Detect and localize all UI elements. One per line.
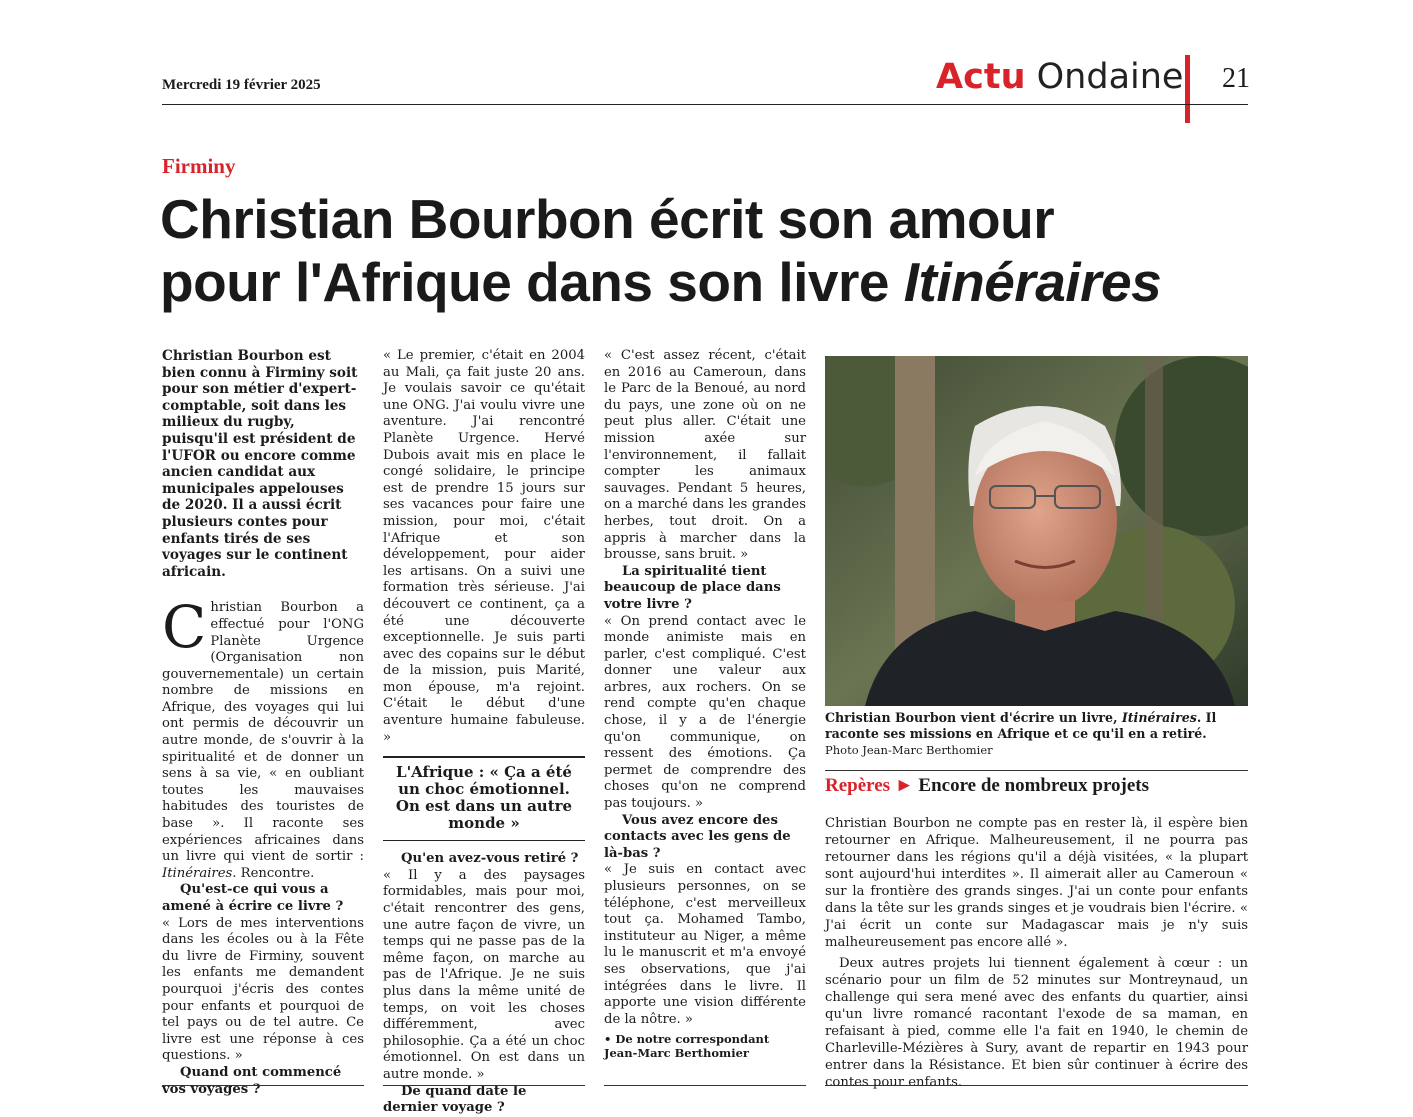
reperes-bottom-rule bbox=[825, 1085, 1248, 1086]
answer-1: « Lors de mes interventions dans les écoles ou à la Fête du livre de Firminy, souvent les enfants me demandent pourquoi j'écris des contes pour enfants et pourquoi de tel pays ou de tel autre. Ce livre est une réponse à ces questions. » bbox=[162, 915, 364, 1064]
article-column-2 bbox=[383, 348, 585, 1117]
reperes-arrow-icon: ► bbox=[894, 775, 914, 796]
question-1: Qu'est-ce qui vous a amené à écrire ce livre ? bbox=[162, 882, 344, 914]
photo-credit: Photo Jean-Marc Berthomier bbox=[825, 743, 993, 757]
headline-book-title: Itinéraires bbox=[903, 251, 1162, 313]
reperes-paragraph-2: Deux autres projets lui tiennent également à cœur : un scénario pour un film de 52 minutes sur Montreynaud, un challenge qui sera mené avec des enfants du quartier, ainsi qu'un livre romancé racontant l'exode de sa maman, en refaisant à pied, comme elle l'a fait en 1940, le chemin de Charleville-Mézières à Sury, avant de repartir en 1943 pour entrer dans la Résistance. Et bien sûr continuer à écrire des contes pour enfants. bbox=[825, 956, 1248, 1090]
question-6: Vous avez encore des contacts avec les gens de là-bas ? bbox=[604, 812, 791, 861]
caption-rest: . Il raconte ses missions en Afrique et ce qu'il en a retiré. bbox=[825, 710, 1217, 741]
reperes-label: Repères bbox=[825, 775, 891, 796]
answer-4: « C'est assez récent, c'était en 2016 au Cameroun, dans le Parc de la Benoué, au nord du pays, une zone où on ne peut plus aller. C'était une mission axée sur l'environnement, il fallait compter les animaux sauvages. Pendant 5 heures, on a marché dans les grandes herbes, tout droit. On a appris à marcher dans la brousse, sans bruit. » bbox=[604, 348, 806, 563]
rubric-ondaine: Ondaine bbox=[1036, 57, 1184, 97]
question-4: De quand date le dernier voyage ? bbox=[383, 1083, 527, 1116]
intro-end: . Rencontre. bbox=[232, 865, 315, 881]
headline-line-2 bbox=[160, 251, 1260, 314]
portrait-photo bbox=[825, 356, 1248, 706]
reperes-body bbox=[825, 815, 1248, 1091]
caption-prefix: Christian Bourbon vient d'écrire un livre, bbox=[825, 710, 1122, 725]
rubric-actu: Actu bbox=[936, 57, 1026, 97]
section-rubric bbox=[936, 57, 1183, 97]
question-2: Quand ont commencé vos voyages ? bbox=[162, 1064, 342, 1097]
rubric-divider bbox=[1185, 55, 1190, 123]
answer-5: « On prend contact avec le monde animiste mais en parler, c'est compliqué. C'est donner une valeur aux arbres, aux rochers. On se rend compte qu'en chaque chose, il y a de l'énergie qu'on communique, on ressent des émotions. Ça permet de comprendre des choses qu'on ne comprend pas toujours. » bbox=[604, 613, 806, 812]
signature bbox=[604, 1032, 806, 1060]
article-intro bbox=[162, 593, 364, 882]
column-3-bottom-rule bbox=[604, 1085, 806, 1086]
question-3: Qu'en avez-vous retiré ? bbox=[401, 851, 579, 867]
answer-3: « Il y a des paysages formidables, mais pour moi, c'était rencontrer des gens, une autre façon de vivre, un temps qui ne passe pas de la même façon, on marche au pas de l'Afrique. Je ne suis plus dans la même unité de temps, on voit les choses différemment, avec philosophie. Ça a été un choc émotionnel. On est dans un autre monde. » bbox=[383, 867, 585, 1082]
signature-line-1: • De notre correspondant bbox=[604, 1032, 770, 1047]
article-headline bbox=[160, 188, 1260, 314]
article-column-3 bbox=[604, 348, 806, 1060]
dropcap: C bbox=[162, 593, 207, 662]
article-chapo: Christian Bourbon est bien connu à Firminy soit pour son métier d'expert-comptable, soit dans les milieux du rugby, puisqu'il est président de l'UFOR ou encore comme ancien candidat aux municipales appelouses de 2020. Il a aussi écrit plusieurs contes pour enfants tirés de ses voyages sur le continent africain. bbox=[162, 348, 358, 580]
issue-date: Mercredi 19 février 2025 bbox=[162, 77, 321, 93]
reperes-title: Encore de nombreux projets bbox=[918, 775, 1150, 796]
page-number: 21 bbox=[1222, 63, 1250, 94]
intro-text: hristian Bourbon a effectué pour l'ONG Planète Urgence (Organisation non gouvernementale) un certain nombre de missions en Afrique, des voyages qui lui ont permis de découvrir un autre monde, de s'ouvrir à la spiritualité et de donner un sens à sa vie, « en oubliant toutes les mauvaises habitudes des touristes de base ». Il raconte ses expériences africaines dans un livre qui vient de sortir : bbox=[162, 600, 364, 865]
caption-rule bbox=[825, 770, 1248, 771]
article-kicker: Firminy bbox=[162, 154, 236, 178]
answer-6: « Je suis en contact avec plusieurs personnes, on se téléphone, c'est merveilleux tout ça. Mohamed Tambo, instituteur au Niger, a même lu le manuscrit et m'a envoyé ses observations, que j'ai intégrées dans le livre. Il apporte une vision différente de la nôtre. » bbox=[604, 862, 806, 1027]
header-rule bbox=[162, 104, 1248, 105]
intro-book-title: Itinéraires bbox=[162, 865, 233, 881]
column-1-bottom-rule bbox=[162, 1085, 364, 1086]
headline-line-2-text: pour l'Afrique dans son livre bbox=[160, 251, 904, 313]
article-column-1 bbox=[162, 348, 364, 1098]
intertitle: L'Afrique : « Ça a été un choc émotionnel. On est dans un autre monde » bbox=[383, 756, 585, 841]
portrait-illustration bbox=[825, 356, 1248, 706]
question-5: La spiritualité tient beaucoup de place dans votre livre ? bbox=[604, 563, 781, 612]
signature-line-2: Jean-Marc Berthomier bbox=[604, 1046, 749, 1061]
caption-book-title: Itinéraires bbox=[1121, 710, 1197, 725]
column-2-bottom-rule bbox=[383, 1085, 585, 1086]
photo-caption bbox=[825, 710, 1248, 758]
reperes-heading bbox=[825, 775, 1149, 797]
answer-2: « Le premier, c'était en 2004 au Mali, ça fait juste 20 ans. Je voulais savoir ce qu'était une ONG. J'ai voulu vivre une aventure. J'ai rencontré Planète Urgence. Hervé Dubois avait mis en place le congé solidaire, le principe est de prendre 15 jours sur ses vacances pour faire une mission, pour moi, c'était l'Afrique et son développement, pour aider les artisans. On a suivi une formation très sérieuse. J'ai découvert ce continent, ça a été une découverte exceptionnelle. Je suis parti avec des copains sur le début de la mission, puis Marité, mon épouse, m'a rejoint. C'était le début d'une aventure humaine fabuleuse. » bbox=[383, 348, 585, 745]
headline-line-1: Christian Bourbon écrit son amour bbox=[160, 188, 1055, 250]
reperes-paragraph-1: Christian Bourbon ne compte pas en rester là, il espère bien retourner en Afrique. Malheureusement, il ne pourra pas retourner dans les régions qu'il a déjà visitées, « la plupart sont aujourd'hui interdites ». Il aimerait aller au Cameroun « sur la frontière des grands singes. J'ai un conte pour enfants dans la tête sur les grands singes et je voudrais bien l'écrire. « J'ai écrit un conte sur Madagascar mais je n'y suis malheureusement pas encore allé ». bbox=[825, 816, 1248, 950]
